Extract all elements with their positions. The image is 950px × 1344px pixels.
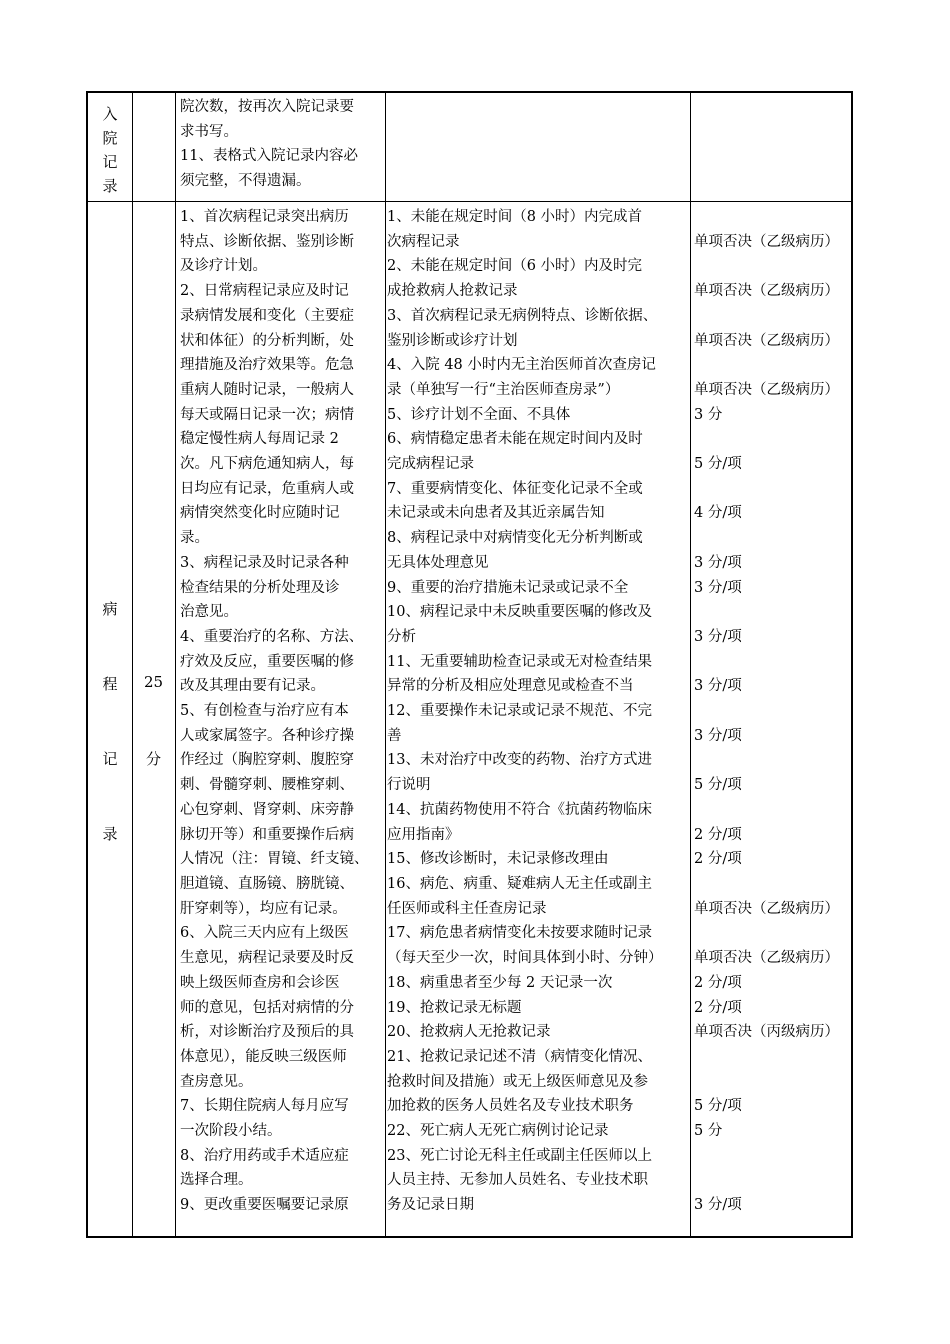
criteria-line: 重病人随时记录，一般病人 bbox=[180, 381, 354, 398]
deduction-line: 4、入院 48 小时内无主治医师首次查房记 bbox=[387, 357, 656, 374]
deduction-line: 善 bbox=[387, 727, 402, 744]
score-line: 5 分 bbox=[694, 1123, 723, 1140]
section2-deductions bbox=[387, 205, 691, 1218]
criteria-line: 检查结果的分析处理及诊 bbox=[180, 579, 340, 596]
deduction-line: 鉴别诊断或诊疗计划 bbox=[387, 332, 518, 349]
score-line bbox=[694, 477, 854, 502]
score-line bbox=[694, 872, 854, 897]
score-line bbox=[694, 304, 854, 329]
deduction-line: 任医师或科主任查房记录 bbox=[387, 900, 547, 917]
deduction-line: 7、重要病情变化、体征变化记录不全或 bbox=[387, 480, 643, 497]
criteria-line: 8、治疗用药或手术适应症 bbox=[180, 1147, 349, 1164]
score-line bbox=[694, 650, 854, 675]
score-line: 3 分 bbox=[694, 406, 723, 423]
section1-title-char: 记 bbox=[102, 153, 118, 171]
score-line bbox=[694, 748, 854, 773]
deduction-line: 录（单独写一行“主治医师查房录”） bbox=[387, 381, 620, 398]
score-line bbox=[694, 1168, 854, 1193]
section2-title-char: 录 bbox=[102, 825, 118, 843]
criteria-line: 人或家属签字。各种诊疗操 bbox=[180, 727, 354, 744]
deduction-line: 23、死亡讨论无科主任或副主任医师以上 bbox=[387, 1147, 652, 1164]
section1-title-char: 院 bbox=[102, 129, 118, 147]
score-line bbox=[694, 798, 854, 823]
criteria-line: 析，对诊断治疗及预后的具 bbox=[180, 1024, 354, 1041]
deduction-line: 完成病程记录 bbox=[387, 456, 474, 473]
deduction-line: 22、死亡病人无死亡病例讨论记录 bbox=[387, 1123, 609, 1140]
score-line: 单项否决（乙级病历） bbox=[694, 283, 839, 300]
criteria-line: 求书写。 bbox=[180, 123, 238, 140]
criteria-line: 6、入院三天内应有上级医 bbox=[180, 925, 349, 942]
criteria-line: 状和体征）的分析判断，处 bbox=[180, 332, 354, 349]
deduction-line: 16、病危、病重、疑难病人无主任或副主 bbox=[387, 875, 652, 892]
score-line bbox=[694, 254, 854, 279]
deduction-line: 19、抢救记录无标题 bbox=[387, 999, 522, 1016]
criteria-line: 师的意见，包括对病情的分 bbox=[180, 999, 354, 1016]
criteria-line: 录病情发展和变化（主要症 bbox=[180, 307, 354, 324]
deduction-line: 异常的分析及相应处理意见或检查不当 bbox=[387, 678, 634, 695]
deduction-line: 应用指南》 bbox=[387, 826, 460, 843]
section2-title-char: 记 bbox=[102, 750, 118, 768]
criteria-line: 5、有创检查与治疗应有本 bbox=[180, 703, 349, 720]
deduction-line: 14、抗菌药物使用不符合《抗菌药物临床 bbox=[387, 801, 652, 818]
criteria-line: 11、表格式入院记录内容必 bbox=[180, 148, 358, 165]
score-line: 4 分/项 bbox=[694, 505, 742, 522]
score-line bbox=[694, 526, 854, 551]
criteria-line: 肝穿刺等），均应有记录。 bbox=[180, 900, 347, 917]
section1-title-char: 入 bbox=[102, 105, 118, 123]
deduction-line: 抢救时间及措施）或无上级医师意见及参 bbox=[387, 1073, 648, 1090]
deduction-line: 分析 bbox=[387, 628, 416, 645]
deduction-line: 12、重要操作未记录或记录不规范、不完 bbox=[387, 703, 652, 720]
deduction-line: 20、抢救病人无抢救记录 bbox=[387, 1024, 551, 1041]
score-line: 5 分/项 bbox=[694, 456, 742, 473]
deduction-line: 人员主持、无参加人员姓名、专业技术职 bbox=[387, 1172, 648, 1189]
criteria-line: 选择合理。 bbox=[180, 1172, 253, 1189]
deduction-line: 10、病程记录中未反映重要医嘱的修改及 bbox=[387, 604, 652, 621]
deduction-line: 5、诊疗计划不全面、不具体 bbox=[387, 406, 571, 423]
criteria-line: 生意见，病程记录要及时反 bbox=[180, 950, 354, 967]
deduction-line: 17、病危患者病情变化未按要求随时记录 bbox=[387, 925, 652, 942]
score-line: 2 分/项 bbox=[694, 974, 742, 991]
score-line bbox=[694, 205, 854, 230]
deduction-line: 未记录或未向患者及其近亲属告知 bbox=[387, 505, 605, 522]
score-line: 3 分/项 bbox=[694, 1197, 742, 1214]
score-line: 3 分/项 bbox=[694, 554, 742, 571]
criteria-line: 须完整，不得遗漏。 bbox=[180, 173, 311, 190]
criteria-line: 治意见。 bbox=[180, 604, 238, 621]
criteria-line: 一次阶段小结。 bbox=[180, 1123, 282, 1140]
criteria-line: 理措施及治疗效果等。危急 bbox=[180, 357, 354, 374]
section2-title-char: 程 bbox=[102, 675, 118, 693]
criteria-line: 病情突然变化时应随时记 bbox=[180, 505, 340, 522]
criteria-line: 3、病程记录及时记录各种 bbox=[180, 554, 349, 571]
criteria-line: 改及其理由要有记录。 bbox=[180, 678, 325, 695]
criteria-line: 及诊疗计划。 bbox=[180, 258, 267, 275]
score-line bbox=[694, 1144, 854, 1169]
criteria-line: 每天或隔日记录一次；病情 bbox=[180, 406, 354, 423]
criteria-line: 体意见），能反映三级医师 bbox=[180, 1048, 347, 1065]
score-line: 5 分/项 bbox=[694, 1098, 742, 1115]
score-line bbox=[694, 1045, 854, 1070]
score-line: 3 分/项 bbox=[694, 579, 742, 596]
criteria-line: 刺、骨髓穿刺、腰椎穿刺、 bbox=[180, 777, 354, 794]
score-line bbox=[694, 353, 854, 378]
score-line: 2 分/项 bbox=[694, 999, 742, 1016]
criteria-line: 映上级医师查房和会诊医 bbox=[180, 974, 340, 991]
section2-title-char: 病 bbox=[102, 600, 118, 618]
criteria-line: 录。 bbox=[180, 530, 209, 547]
deduction-line: （每天至少一次，时间具体到小时、分钟） bbox=[387, 950, 663, 967]
criteria-line: 1、首次病程记录突出病历 bbox=[180, 209, 349, 225]
column-divider bbox=[132, 93, 133, 1236]
deduction-line: 成抢救病人抢救记录 bbox=[387, 283, 518, 300]
score-line: 5 分/项 bbox=[694, 777, 742, 794]
criteria-line: 心包穿刺、肾穿刺、床旁静 bbox=[180, 801, 354, 818]
criteria-line: 疗效及反应，重要医嘱的修 bbox=[180, 653, 354, 670]
deduction-line: 无具体处理意见 bbox=[387, 554, 489, 571]
deduction-line: 3、首次病程记录无病例特点、诊断依据、 bbox=[387, 307, 658, 324]
column-divider bbox=[175, 93, 176, 1236]
score-line: 3 分/项 bbox=[694, 678, 742, 695]
deduction-line: 18、病重患者至少每 2 天记录一次 bbox=[387, 974, 613, 991]
score-line: 3 分/项 bbox=[694, 628, 742, 645]
deduction-line: 2、未能在规定时间（6 小时）内及时完 bbox=[387, 258, 643, 275]
score-line: 单项否决（乙级病历） bbox=[694, 900, 839, 917]
score-line bbox=[694, 600, 854, 625]
score-line: 单项否决（乙级病历） bbox=[694, 381, 839, 398]
score-line bbox=[694, 921, 854, 946]
deduction-line: 8、病程记录中对病情变化无分析判断或 bbox=[387, 530, 643, 547]
deduction-line: 行说明 bbox=[387, 777, 431, 794]
score-line: 单项否决（乙级病历） bbox=[694, 233, 839, 250]
deduction-line: 次病程记录 bbox=[387, 233, 460, 250]
score-line: 单项否决（乙级病历） bbox=[694, 332, 839, 349]
score-line bbox=[694, 699, 854, 724]
criteria-line: 院次数，按再次入院记录要 bbox=[180, 99, 354, 115]
section2-deduction-scores bbox=[694, 205, 854, 1218]
criteria-line: 4、重要治疗的名称、方法、 bbox=[180, 628, 364, 645]
score-line: 3 分/项 bbox=[694, 727, 742, 744]
row-divider bbox=[88, 201, 851, 202]
section2-criteria bbox=[180, 205, 388, 1218]
criteria-line: 人情况（注：胃镜、纤支镜、 bbox=[180, 851, 369, 868]
criteria-line: 7、长期住院病人每月应写 bbox=[180, 1098, 349, 1115]
deduction-line: 11、无重要辅助检查记录或无对检查结果 bbox=[387, 653, 652, 670]
section1-title-char: 录 bbox=[102, 177, 118, 195]
score-line: 单项否决（乙级病历） bbox=[694, 950, 839, 967]
criteria-line: 稳定慢性病人每周记录 2 bbox=[180, 431, 339, 448]
criteria-line: 查房意见。 bbox=[180, 1073, 253, 1090]
criteria-line: 特点、诊断依据、鉴别诊断 bbox=[180, 233, 354, 250]
criteria-line: 日均应有记录，危重病人或 bbox=[180, 480, 354, 497]
deduction-line: 13、未对治疗中改变的药物、治疗方式进 bbox=[387, 752, 652, 769]
deduction-line: 务及记录日期 bbox=[387, 1197, 474, 1214]
criteria-line: 9、更改重要医嘱要记录原 bbox=[180, 1197, 349, 1214]
criteria-line: 2、日常病程记录应及时记 bbox=[180, 283, 349, 300]
section1-criteria bbox=[180, 95, 388, 194]
deduction-line: 15、修改诊断时，未记录修改理由 bbox=[387, 851, 609, 868]
score-line bbox=[694, 1070, 854, 1095]
score-line: 单项否决（丙级病历） bbox=[694, 1024, 839, 1041]
criteria-line: 次。凡下病危通知病人，每 bbox=[180, 456, 354, 473]
criteria-line: 胆道镜、直肠镜、膀胱镜、 bbox=[180, 875, 354, 892]
deduction-line: 加抢救的医务人员姓名及专业技术职务 bbox=[387, 1098, 634, 1115]
deduction-line: 6、病情稳定患者未能在规定时间内及时 bbox=[387, 431, 643, 448]
score-line: 2 分/项 bbox=[694, 826, 742, 843]
score-line: 2 分/项 bbox=[694, 851, 742, 868]
criteria-line: 作经过（胸腔穿刺、腹腔穿 bbox=[180, 752, 354, 769]
section2-score-unit: 分 bbox=[145, 750, 161, 768]
scoring-table bbox=[86, 91, 853, 1238]
criteria-line: 脉切开等）和重要操作后病 bbox=[180, 826, 354, 843]
score-line bbox=[694, 427, 854, 452]
section2-score-value: 25 bbox=[143, 673, 164, 691]
deduction-line: 21、抢救记录记述不清（病情变化情况、 bbox=[387, 1048, 652, 1065]
deduction-line: 9、重要的治疗措施未记录或记录不全 bbox=[387, 579, 629, 596]
deduction-line: 1、未能在规定时间（8 小时）内完成首 bbox=[387, 209, 643, 225]
